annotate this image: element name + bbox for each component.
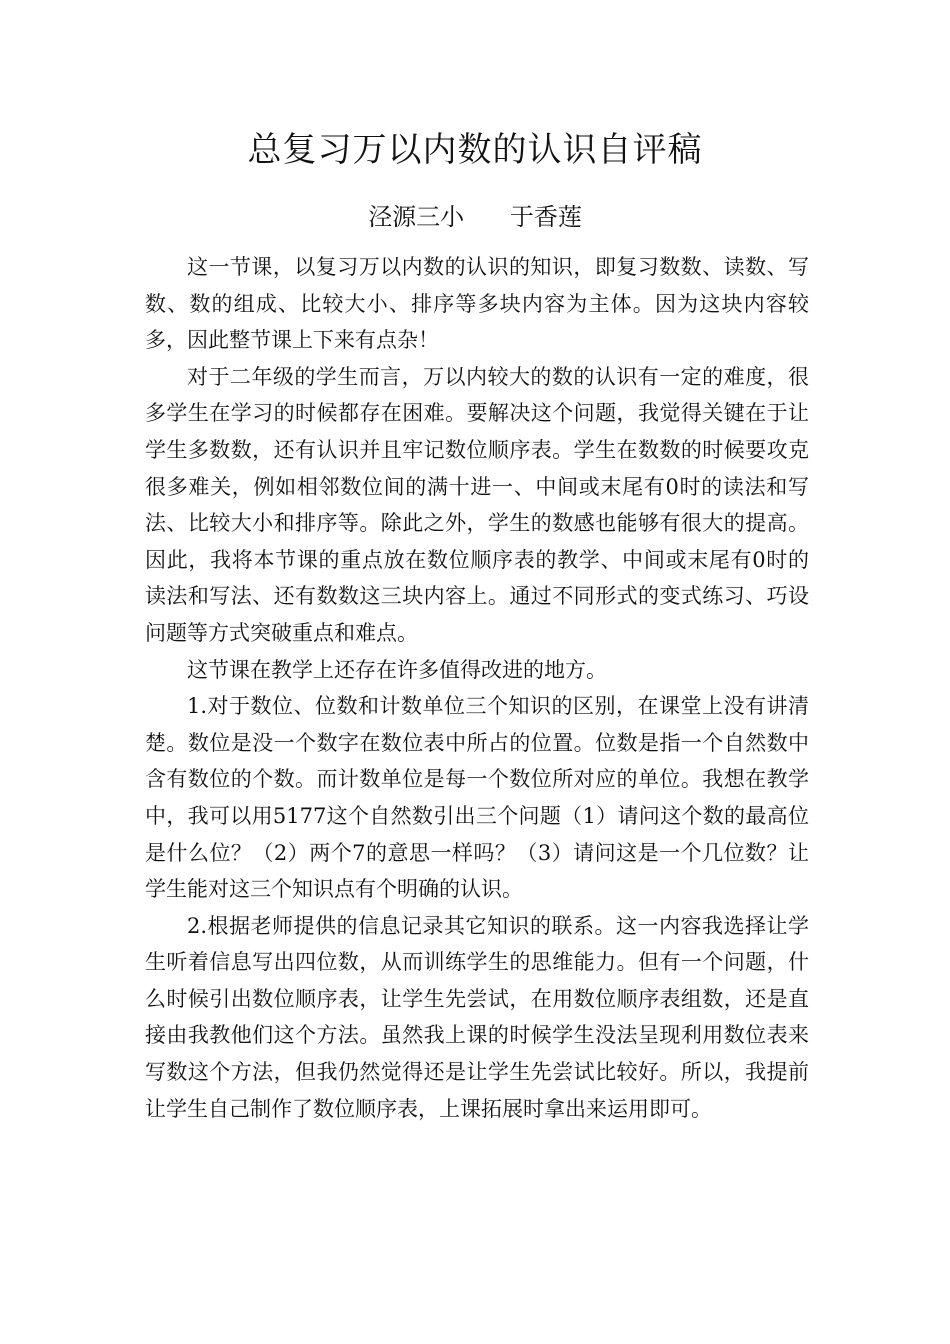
paragraph-difficulty: 对于二年级的学生而言，万以内较大的数的认识有一定的难度，很多学生在学习的时候都存在困难。要解决这个问题，我觉得关键在于让学生多数数，还有认识并且牢记数位顺序表。学生在数数的时候要攻克很多难关，例如相邻数位间的满十进一、中间或末尾有0时的读法和写法、比较大小和排序等。除此之外，学生的数感也能够有很大的提高。因此，我将本节课的重点放在数位顺序表的教学、中间或末尾有0时的读法和写法、还有数数这三块内容上。通过不同形式的变式练习、巧设问题等方式突破重点和难点。 [145, 364, 809, 645]
author-line: 泾源三小 于香莲 [368, 203, 582, 231]
paragraph-point-1: 1.对于数位、位数和计数单位三个知识的区别，在课堂上没有讲清楚。数位是没一个数字在数位表中所占的位置。位数是指一个自然数中含有数位的个数。而计数单位是每一个数位所对应的单位。我想在教学中，我可以用5177这个自然数引出三个问题（1）请问这个数的最高位是什么位？（2）两个7的意思一样吗？（3）请问这是一个几位数？让学生能对这三个知识点有个明确的认识。 [145, 694, 809, 902]
document-body [145, 249, 809, 1127]
paragraph-intro: 这一节课，以复习万以内数的认识的知识，即复习数数、读数、写数、数的组成、比较大小、排序等多块内容为主体。因为这块内容较多，因此整节课上下来有点杂！ [145, 255, 809, 353]
paragraph-improvements-intro: 这节课在教学上还存在许多值得改进的地方。 [187, 657, 607, 682]
paragraph-point-2: 2.根据老师提供的信息记录其它知识的联系。这一内容我选择让学生听着信息写出四位数，从而训练学生的思维能力。但有一个问题，什么时候引出数位顺序表，让学生先尝试，在用数位顺序表组数，还是直接由我教他们这个方法。虽然我上课的时候学生没法呈现利用数位表来写数这个方法，但我仍然觉得还是让学生先尝试比较好。所以，我提前让学生自己制作了数位顺序表，上课拓展时拿出来运用即可。 [145, 913, 809, 1121]
document-title: 总复习万以内数的认识自评稿 [247, 130, 703, 170]
